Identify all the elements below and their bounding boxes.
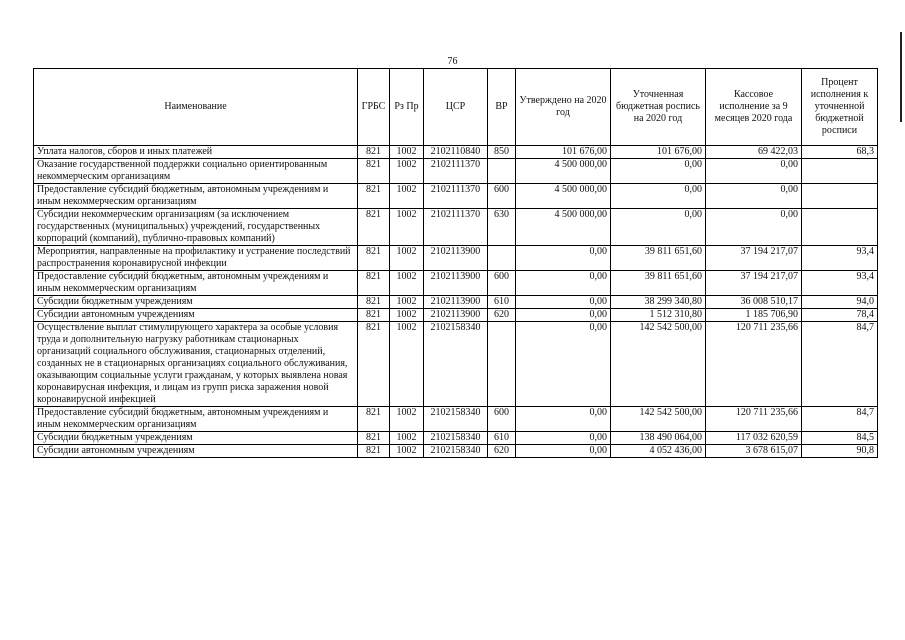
row-refined: 142 542 500,00 — [611, 407, 706, 432]
row-approved: 4 500 000,00 — [516, 184, 611, 209]
row-refined: 4 052 436,00 — [611, 445, 706, 458]
row-grbs: 821 — [358, 309, 390, 322]
row-csr: 2102111370 — [424, 159, 488, 184]
row-refined: 1 512 310,80 — [611, 309, 706, 322]
row-cash: 0,00 — [706, 159, 802, 184]
row-percent: 84,7 — [802, 407, 878, 432]
table-row — [34, 146, 878, 159]
header-approved: Утверждено на 2020 год — [516, 69, 611, 146]
row-percent: 84,5 — [802, 432, 878, 445]
row-approved: 101 676,00 — [516, 146, 611, 159]
row-csr: 2102158340 — [424, 407, 488, 432]
table-row — [34, 209, 878, 246]
row-approved: 0,00 — [516, 432, 611, 445]
row-refined: 39 811 651,60 — [611, 271, 706, 296]
table-row — [34, 184, 878, 209]
row-refined: 0,00 — [611, 159, 706, 184]
row-approved: 0,00 — [516, 407, 611, 432]
row-percent — [802, 184, 878, 209]
row-approved: 4 500 000,00 — [516, 159, 611, 184]
row-vr: 600 — [488, 407, 516, 432]
row-name: Осуществление выплат стимулирующего характера за особые условия труда и дополнительную нагрузку работникам стационарных организаций социального обслуживания, стационарных отделений, созданных не в стационарных организациях социального обслуживания, оказывающим социальные услуги гражданам, у которых выявлена новая коронавирусная инфекция, и лицам из групп риска заражения новой коронавирусной инфекцией — [34, 322, 358, 407]
row-name: Мероприятия, направленные на профилактику и устранение последствий распространения коронавирусной инфекции — [34, 246, 358, 271]
row-vr — [488, 159, 516, 184]
row-rzpr: 1002 — [390, 407, 424, 432]
header-vr: ВР — [488, 69, 516, 146]
row-approved: 0,00 — [516, 296, 611, 309]
row-name: Предоставление субсидий бюджетным, автономным учреждениям и иным некоммерческим организациям — [34, 184, 358, 209]
row-approved: 0,00 — [516, 445, 611, 458]
row-grbs: 821 — [358, 146, 390, 159]
header-csr: ЦСР — [424, 69, 488, 146]
row-refined: 101 676,00 — [611, 146, 706, 159]
row-percent: 93,4 — [802, 246, 878, 271]
row-csr: 2102111370 — [424, 209, 488, 246]
table-row — [34, 407, 878, 432]
row-percent — [802, 159, 878, 184]
header-percent: Процент исполнения к уточненной бюджетной росписи — [802, 69, 878, 146]
row-csr: 2102158340 — [424, 432, 488, 445]
row-name: Предоставление субсидий бюджетным, автономным учреждениям и иным некоммерческим организациям — [34, 407, 358, 432]
row-grbs: 821 — [358, 184, 390, 209]
row-cash: 120 711 235,66 — [706, 322, 802, 407]
row-percent: 93,4 — [802, 271, 878, 296]
table-row — [34, 432, 878, 445]
row-csr: 2102113900 — [424, 271, 488, 296]
row-vr — [488, 246, 516, 271]
row-approved: 4 500 000,00 — [516, 209, 611, 246]
row-rzpr: 1002 — [390, 432, 424, 445]
page-number: 76 — [447, 56, 458, 67]
row-csr: 2102111370 — [424, 184, 488, 209]
row-csr: 2102113900 — [424, 296, 488, 309]
row-vr — [488, 322, 516, 407]
row-rzpr: 1002 — [390, 296, 424, 309]
row-cash: 0,00 — [706, 209, 802, 246]
row-cash: 69 422,03 — [706, 146, 802, 159]
row-rzpr: 1002 — [390, 322, 424, 407]
row-vr: 600 — [488, 271, 516, 296]
row-approved: 0,00 — [516, 309, 611, 322]
row-percent: 90,8 — [802, 445, 878, 458]
header-name: Наименование — [34, 69, 358, 146]
row-vr: 600 — [488, 184, 516, 209]
row-refined: 0,00 — [611, 209, 706, 246]
row-csr: 2102110840 — [424, 146, 488, 159]
table-row — [34, 271, 878, 296]
row-rzpr: 1002 — [390, 146, 424, 159]
row-cash: 120 711 235,66 — [706, 407, 802, 432]
row-cash: 37 194 217,07 — [706, 246, 802, 271]
table-row — [34, 159, 878, 184]
row-grbs: 821 — [358, 159, 390, 184]
margin-line — [900, 32, 902, 122]
table-row — [34, 445, 878, 458]
row-name: Субсидии некоммерческим организациям (за исключением государственных (муниципальных) учреждений, государственных корпораций (компаний), публично-правовых компаний) — [34, 209, 358, 246]
row-vr: 850 — [488, 146, 516, 159]
row-vr: 620 — [488, 309, 516, 322]
budget-table — [33, 68, 878, 458]
row-refined: 138 490 064,00 — [611, 432, 706, 445]
header-row — [34, 69, 878, 146]
row-csr: 2102113900 — [424, 309, 488, 322]
row-percent — [802, 209, 878, 246]
row-rzpr: 1002 — [390, 246, 424, 271]
row-cash: 117 032 620,59 — [706, 432, 802, 445]
row-percent: 84,7 — [802, 322, 878, 407]
row-grbs: 821 — [358, 322, 390, 407]
row-percent: 94,0 — [802, 296, 878, 309]
header-cash: Кассовое исполнение за 9 месяцев 2020 года — [706, 69, 802, 146]
row-name: Субсидии автономным учреждениям — [34, 309, 358, 322]
row-approved: 0,00 — [516, 246, 611, 271]
row-name: Уплата налогов, сборов и иных платежей — [34, 146, 358, 159]
row-rzpr: 1002 — [390, 209, 424, 246]
row-percent: 78,4 — [802, 309, 878, 322]
row-name: Предоставление субсидий бюджетным, автономным учреждениям и иным некоммерческим организациям — [34, 271, 358, 296]
row-vr: 610 — [488, 432, 516, 445]
row-cash: 1 185 706,90 — [706, 309, 802, 322]
row-grbs: 821 — [358, 209, 390, 246]
header-grbs: ГРБС — [358, 69, 390, 146]
row-vr: 630 — [488, 209, 516, 246]
row-cash: 3 678 615,07 — [706, 445, 802, 458]
row-refined: 38 299 340,80 — [611, 296, 706, 309]
row-vr: 620 — [488, 445, 516, 458]
row-cash: 37 194 217,07 — [706, 271, 802, 296]
table-row — [34, 309, 878, 322]
row-name: Субсидии бюджетным учреждениям — [34, 296, 358, 309]
row-csr: 2102113900 — [424, 246, 488, 271]
row-rzpr: 1002 — [390, 184, 424, 209]
row-grbs: 821 — [358, 271, 390, 296]
table-row — [34, 322, 878, 407]
row-csr: 2102158340 — [424, 322, 488, 407]
row-csr: 2102158340 — [424, 445, 488, 458]
row-name: Субсидии автономным учреждениям — [34, 445, 358, 458]
row-cash: 36 008 510,17 — [706, 296, 802, 309]
table-row — [34, 246, 878, 271]
header-rzpr: Рз Пр — [390, 69, 424, 146]
row-name: Оказание государственной поддержки социально ориентированным некоммерческим организациям — [34, 159, 358, 184]
row-grbs: 821 — [358, 296, 390, 309]
table-row — [34, 296, 878, 309]
row-rzpr: 1002 — [390, 445, 424, 458]
row-percent: 68,3 — [802, 146, 878, 159]
row-refined: 39 811 651,60 — [611, 246, 706, 271]
header-refined: Уточненная бюджетная роспись на 2020 год — [611, 69, 706, 146]
row-refined: 142 542 500,00 — [611, 322, 706, 407]
row-grbs: 821 — [358, 246, 390, 271]
row-name: Субсидии бюджетным учреждениям — [34, 432, 358, 445]
row-cash: 0,00 — [706, 184, 802, 209]
row-grbs: 821 — [358, 445, 390, 458]
row-rzpr: 1002 — [390, 271, 424, 296]
row-vr: 610 — [488, 296, 516, 309]
row-grbs: 821 — [358, 407, 390, 432]
row-rzpr: 1002 — [390, 159, 424, 184]
row-approved: 0,00 — [516, 271, 611, 296]
row-rzpr: 1002 — [390, 309, 424, 322]
row-approved: 0,00 — [516, 322, 611, 407]
row-refined: 0,00 — [611, 184, 706, 209]
row-grbs: 821 — [358, 432, 390, 445]
